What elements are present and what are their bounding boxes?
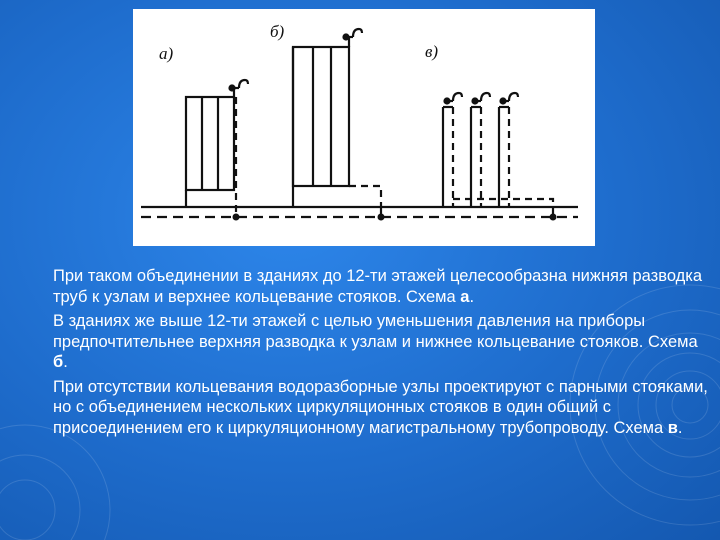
scheme-b [293, 37, 381, 217]
faucet-icon [501, 93, 519, 104]
paragraph-scheme-b: В зданиях же выше 12-ти этажей с целью уменьшения давления на приборы предпочтительнее верхняя разводка к узлам и нижнее кольцевание стояков. Схема б. [53, 312, 698, 371]
scheme-b-label: б) [270, 22, 285, 41]
description-text [53, 266, 715, 442]
faucet-icon [229, 80, 248, 91]
scheme-c-ref: в [667, 418, 678, 437]
junction-dots [233, 214, 557, 221]
paragraph-scheme-c: При отсутствии кольцевания водоразборные узлы проектируют с парными стояками, но с объединением нескольких циркуляционных стояков в один общий с присоединением его к циркуляционному магистральному трубопроводу. Схема в. [53, 377, 708, 437]
pipe-diagram [133, 9, 595, 246]
scheme-a-riser-unit [186, 97, 234, 190]
faucet-icon [343, 29, 362, 40]
pipe-diagram-figure [133, 9, 595, 246]
faucet-icon [445, 93, 463, 104]
faucet-icon [473, 93, 491, 104]
scheme-b-riser-unit [293, 47, 349, 186]
scheme-c-label: в) [425, 42, 439, 61]
scheme-a-ref: а [460, 287, 470, 306]
paragraph-scheme-a: При таком объединении в зданиях до 12-ти этажей целесообразна нижняя разводка труб к узлам и верхнее кольцевание стояков. Схема а. [53, 267, 703, 306]
scheme-a-label: а) [159, 44, 174, 63]
scheme-a [186, 88, 236, 217]
scheme-b-ref: б [53, 353, 64, 371]
scheme-c [443, 107, 553, 217]
